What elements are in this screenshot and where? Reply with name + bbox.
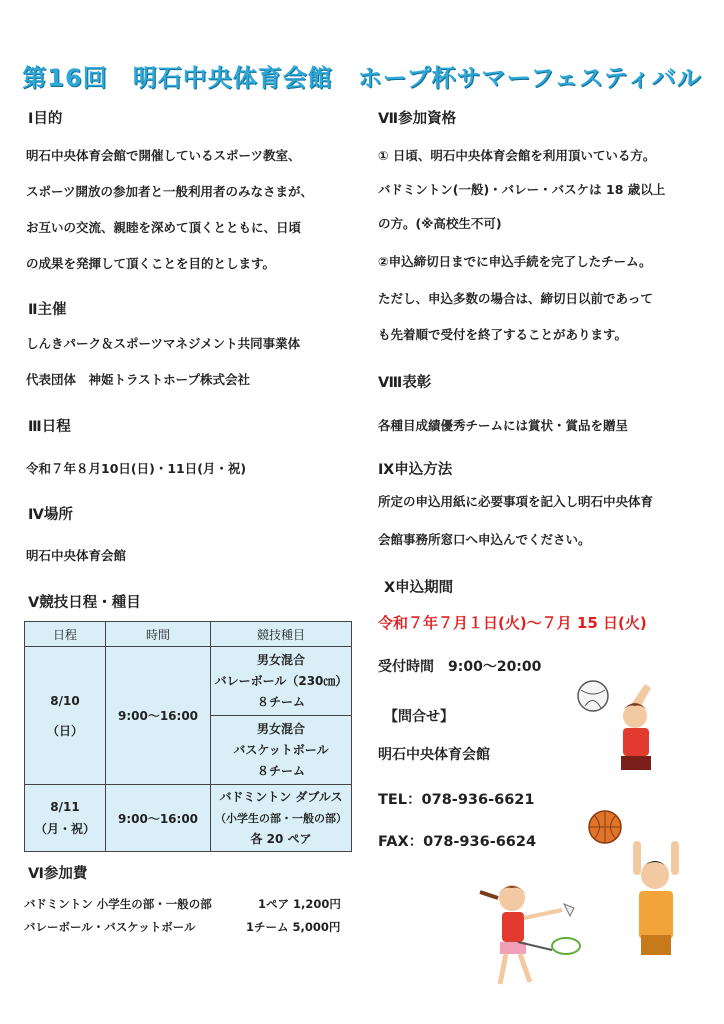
event-badminton-name: バドミントン ダブルス bbox=[219, 789, 343, 804]
eligibility-line-3: の方。(※高校生不可) bbox=[378, 216, 502, 231]
day2-weekday: （月・祝） bbox=[34, 822, 95, 836]
event-volleyball-count: ８チーム bbox=[256, 694, 305, 709]
event-basketball-count: ８チーム bbox=[256, 763, 305, 778]
event-basketball-name: バスケットボール bbox=[233, 742, 329, 757]
application-line-2: 会館事務所窓口へ申込んでください。 bbox=[378, 532, 591, 547]
purpose-line-2: スポーツ開放の参加者と一般利用者のみなさまが、 bbox=[26, 184, 314, 199]
section-events-heading: Ⅴ競技日程・種目 bbox=[28, 595, 141, 611]
header-date: 日程 bbox=[25, 622, 106, 647]
section-awards-heading: Ⅷ表彰 bbox=[378, 375, 432, 391]
day1-weekday: （日） bbox=[46, 723, 83, 738]
eligibility-line-4: ②申込締切日までに申込手続を完了したチーム。 bbox=[378, 254, 652, 269]
day2-date-cell bbox=[25, 785, 106, 852]
day1-time: 9:00～16:00 bbox=[106, 647, 211, 785]
section-purpose-heading: Ⅰ目的 bbox=[28, 111, 63, 127]
shuttlecock-icon bbox=[564, 904, 574, 916]
venue-name: 明石中央体育会館 bbox=[26, 548, 127, 563]
event-schedule-table bbox=[24, 621, 352, 852]
table-header-row bbox=[25, 622, 352, 647]
eligibility-line-5: ただし、申込多数の場合は、締切日以前であって bbox=[378, 291, 653, 306]
application-period: 令和７年７月１日(火)～７月 15 日(火) bbox=[378, 614, 647, 632]
fee-badminton-price: 1ペア 1,200円 bbox=[258, 897, 341, 911]
organizer-line-2: 代表団体 神姫トラストホープ株式会社 bbox=[26, 372, 251, 387]
event-badminton-count: 各 20 ペア bbox=[250, 831, 312, 846]
eligibility-line-1: ① 日頃、明石中央体育会館を利用頂いている方。 bbox=[378, 148, 656, 163]
table-row bbox=[25, 647, 352, 716]
purpose-line-3: お互いの交流、親睦を深めて頂くとともに、日頃 bbox=[26, 220, 302, 235]
fee-team-name: バレーボール・バスケットボール bbox=[24, 920, 196, 934]
event-badminton-cell bbox=[211, 785, 352, 852]
badminton-player-illustration bbox=[470, 872, 590, 992]
section-venue-heading: Ⅳ場所 bbox=[28, 507, 73, 523]
section-eligibility-heading: Ⅶ参加資格 bbox=[378, 111, 457, 127]
contact-tel: TEL：078-936-6621 bbox=[378, 792, 535, 808]
volleyball-icon bbox=[578, 681, 608, 711]
basketball-player-illustration bbox=[585, 805, 695, 965]
day1-date: 8/10 bbox=[50, 693, 80, 708]
section-organizer-heading: Ⅱ主催 bbox=[28, 302, 67, 318]
table-row bbox=[25, 785, 352, 852]
event-volleyball-category: 男女混合 bbox=[256, 652, 305, 667]
day2-date: 8/11 bbox=[50, 800, 80, 814]
awards-line: 各種目成績優秀チームには賞状・賞品を贈呈 bbox=[378, 418, 629, 433]
event-volleyball-name: バレーボール（230㎝） bbox=[214, 673, 348, 688]
racket-icon bbox=[552, 938, 580, 954]
day2-time: 9:00～16:00 bbox=[106, 785, 211, 852]
section-schedule-heading: Ⅲ日程 bbox=[28, 419, 71, 435]
event-volleyball-cell bbox=[211, 647, 352, 716]
eligibility-line-2: バドミントン(一般)・バレー・バスケは 18 歳以上 bbox=[378, 182, 666, 197]
schedule-date: 令和７年８月10日(日)・11日(月・祝) bbox=[26, 461, 247, 476]
event-basketball-category: 男女混合 bbox=[256, 721, 305, 736]
organizer-line-1: しんきパーク＆スポーツマネジメント共同事業体 bbox=[26, 336, 301, 351]
application-line-1: 所定の申込用紙に必要事項を記入し明石中央体育 bbox=[378, 494, 654, 509]
purpose-line-1: 明石中央体育会館で開催しているスポーツ教室、 bbox=[26, 148, 301, 163]
section-application-heading: Ⅸ申込方法 bbox=[378, 462, 453, 478]
contact-fax: FAX：078-936-6624 bbox=[378, 834, 537, 850]
day1-date-cell bbox=[25, 647, 106, 785]
header-event: 競技種目 bbox=[211, 622, 352, 647]
volleyball-player-illustration bbox=[575, 676, 675, 786]
fee-badminton-name: バドミントン 小学生の部・一般の部 bbox=[24, 897, 212, 911]
event-badminton-divisions: （小学生の部・一般の部） bbox=[215, 811, 347, 825]
contact-name: 明石中央体育会館 bbox=[378, 747, 490, 763]
fee-team-price: 1チーム 5,000円 bbox=[246, 920, 341, 934]
section-period-heading: Ⅹ申込期間 bbox=[384, 580, 454, 596]
reception-hours: 受付時間 9:00～20:00 bbox=[378, 659, 542, 675]
page-title: 第16回 明石中央体育会館 ホープ杯サマーフェスティバル bbox=[22, 64, 702, 92]
event-basketball-cell bbox=[211, 716, 352, 785]
contact-heading: 【問合せ】 bbox=[384, 709, 454, 725]
header-time: 時間 bbox=[106, 622, 211, 647]
eligibility-line-6: も先着順で受付を終了することがあります。 bbox=[378, 327, 628, 342]
section-fee-heading: Ⅵ参加費 bbox=[28, 866, 88, 882]
purpose-line-4: の成果を発揮して頂くことを目的とします。 bbox=[26, 256, 276, 271]
